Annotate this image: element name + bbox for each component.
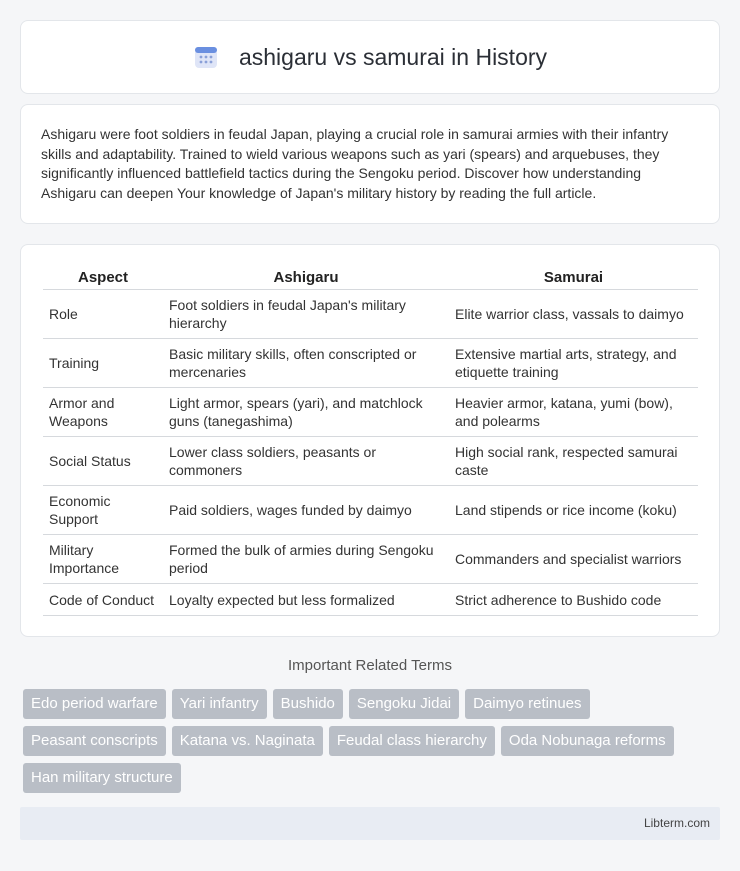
aspect-cell: Social Status: [43, 437, 163, 486]
related-term-tag[interactable]: Feudal class hierarchy: [329, 726, 495, 756]
ashigaru-cell: Formed the bulk of armies during Sengoku period: [163, 535, 449, 584]
aspect-cell: Military Importance: [43, 535, 163, 584]
related-term-tag[interactable]: Han military structure: [23, 763, 181, 793]
calendar-icon: [193, 44, 219, 70]
related-term-tag[interactable]: Bushido: [273, 689, 343, 719]
related-terms-list: [23, 689, 723, 800]
table-row: [43, 486, 698, 535]
footer-link[interactable]: Libterm.com: [643, 816, 710, 830]
samurai-cell: High social rank, respected samurai caste: [449, 437, 698, 486]
ashigaru-cell: Loyalty expected but less formalized: [163, 584, 449, 616]
ashigaru-cell: Basic military skills, often conscripted or mercenaries: [163, 339, 449, 388]
aspect-cell: Armor and Weapons: [43, 388, 163, 437]
samurai-cell: Commanders and specialist warriors: [449, 535, 698, 584]
samurai-cell: Strict adherence to Bushido code: [449, 584, 698, 616]
header-card: [20, 20, 720, 94]
related-term-tag[interactable]: Peasant conscripts: [23, 726, 166, 756]
ashigaru-cell: Foot soldiers in feudal Japan's military hierarchy: [163, 290, 449, 339]
table-row: [43, 388, 698, 437]
footer: [20, 807, 720, 840]
related-term-tag[interactable]: Daimyo retinues: [465, 689, 589, 719]
samurai-cell: Heavier armor, katana, yumi (bow), and polearms: [449, 388, 698, 437]
table-row: [43, 584, 698, 616]
ashigaru-cell: Lower class soldiers, peasants or commoners: [163, 437, 449, 486]
table-row: [43, 437, 698, 486]
header-aspect: Aspect: [43, 265, 163, 290]
intro-text: Ashigaru were foot soldiers in feudal Japan, playing a crucial role in samurai armies with their infantry skills and adaptability. Trained to wield various weapons such as yari (spears) and arquebuses, they significantly influenced battlefield tactics during the Sengoku period. Discover how understanding Ashigaru can deepen Your knowledge of Japan's military history by reading the full article.: [41, 126, 669, 201]
table-row: [43, 290, 698, 339]
table-row: [43, 339, 698, 388]
ashigaru-cell: Paid soldiers, wages funded by daimyo: [163, 486, 449, 535]
related-terms-title: Important Related Terms: [288, 657, 452, 674]
comparison-table-card: [20, 244, 720, 637]
table-header-row: [43, 265, 698, 290]
related-term-tag[interactable]: Sengoku Jidai: [349, 689, 459, 719]
samurai-cell: Elite warrior class, vassals to daimyo: [449, 290, 698, 339]
table-row: [43, 535, 698, 584]
header-ashigaru: Ashigaru: [163, 265, 449, 290]
aspect-cell: Training: [43, 339, 163, 388]
aspect-cell: Role: [43, 290, 163, 339]
ashigaru-cell: Light armor, spears (yari), and matchlock guns (tanegashima): [163, 388, 449, 437]
header-samurai: Samurai: [449, 265, 698, 290]
samurai-cell: Extensive martial arts, strategy, and etiquette training: [449, 339, 698, 388]
related-term-tag[interactable]: Oda Nobunaga reforms: [501, 726, 674, 756]
related-term-tag[interactable]: Edo period warfare: [23, 689, 166, 719]
aspect-cell: Economic Support: [43, 486, 163, 535]
related-term-tag[interactable]: Yari infantry: [172, 689, 267, 719]
related-term-tag[interactable]: Katana vs. Naginata: [172, 726, 323, 756]
comparison-table: [43, 265, 698, 616]
page-title: ashigaru vs samurai in History: [238, 43, 548, 70]
intro-card: [20, 104, 720, 224]
aspect-cell: Code of Conduct: [43, 584, 163, 616]
samurai-cell: Land stipends or rice income (koku): [449, 486, 698, 535]
